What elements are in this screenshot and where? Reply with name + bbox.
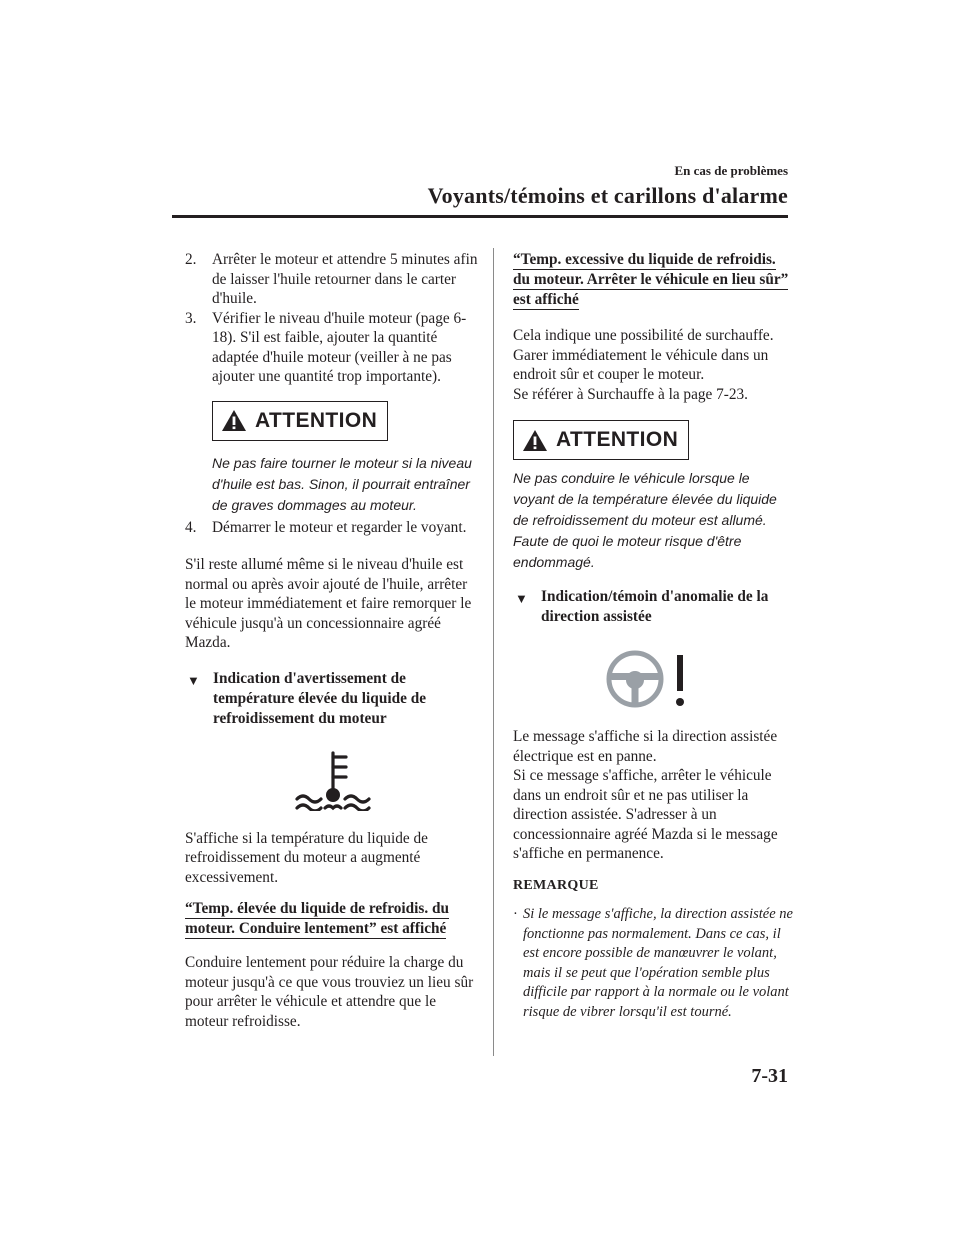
left-column	[185, 250, 481, 1031]
paragraph: Le message s'affiche si la direction assistée électrique est en panne.	[513, 728, 778, 765]
paragraph: Si ce message s'affiche, arrêter le véhicule dans un endroit sûr et ne pas utiliser la direction assistée. S'adresser à un concessionnaire agréé Mazda si le message s'affiche en permanence.	[513, 767, 778, 862]
coolant-temperature-icon	[291, 749, 375, 811]
step-4	[185, 518, 481, 538]
message-heading	[185, 899, 481, 939]
attention-banner	[212, 401, 388, 441]
note-label: REMARQUE	[513, 877, 599, 893]
attention-box	[513, 420, 793, 573]
step-number: 4.	[185, 518, 197, 536]
right-column	[513, 250, 793, 1022]
header-section: En cas de problèmes	[674, 163, 788, 178]
paragraph: Conduire lentement pour réduire la charge du moteur jusqu'à ce que vous trouviez un lieu sûr pour arrêter le véhicule et attendre que le moteur refroidisse.	[185, 954, 474, 1030]
section-heading-text: Indication/témoin d'anomalie de la direction assistée	[541, 588, 769, 625]
page-title: Voyants/témoins et carillons d'alarme	[427, 183, 788, 208]
header-rule	[172, 215, 788, 218]
steering-wheel-warning-icon	[605, 649, 701, 711]
triangle-bullet-icon: ▼	[187, 672, 200, 688]
message-heading-text: “Temp. élevée du liquide de refroidis. du moteur. Conduire lentement” est affiché	[185, 900, 450, 937]
step-text: Arrêter le moteur et attendre 5 minutes afin de laisser l'huile retourner dans le carter d'huile.	[212, 251, 478, 307]
attention-label: ATTENTION	[556, 428, 679, 452]
bullet-dot-icon: ·	[513, 906, 518, 922]
note-text: Si le message s'affiche, la direction assistée ne fonctionne pas normalement. Dans ce cas, il est encore possible de manœuvrer le volant, mais il se peut que l'opération semble plus difficile par rapport à la normale ou le volant risque de vibrer lorsqu'il est tourné.	[523, 906, 793, 1020]
warning-triangle-icon	[221, 409, 247, 432]
step-2	[185, 250, 481, 309]
coolant-icon-wrap	[185, 749, 481, 811]
attention-text: Ne pas conduire le véhicule lorsque le voyant de la température élevée du liquide de refroidissement du moteur est allumé. Faute de quoi le moteur risque d'être endommagé.	[513, 470, 777, 570]
triangle-bullet-icon: ▼	[515, 591, 528, 606]
column-divider	[493, 248, 494, 1056]
message-heading	[513, 250, 793, 310]
paragraph: Se référer à Surchauffe à la page 7-23.	[513, 385, 748, 403]
steering-icon-wrap	[513, 649, 793, 711]
message-heading-text: “Temp. excessive du liquide de refroidis. du moteur. Arrêter le véhicule en lieu sûr” est affiché	[513, 251, 789, 308]
paragraph: S'affiche si la température du liquide de refroidissement du moteur a augmenté excessivement.	[185, 829, 428, 886]
attention-banner	[513, 420, 689, 460]
step-number: 2.	[185, 251, 197, 268]
step-text: Vérifier le niveau d'huile moteur (page 6-18). S'il est faible, ajouter la quantité adaptée d'huile moteur (veiller à ne pas ajouter une quantité trop importante).	[212, 309, 467, 385]
section-heading	[513, 587, 793, 627]
note-item	[513, 905, 793, 1022]
step-number: 3.	[185, 309, 197, 327]
paragraph: S'il reste allumé même si le niveau d'huile est normal ou après avoir ajouté de l'huile, arrêter le moteur immédiatement et faire remorquer le véhicule jusqu'à un concessionnaire agréé Mazda.	[185, 556, 472, 651]
section-heading	[185, 669, 481, 729]
attention-box	[185, 401, 481, 516]
page-number: 7-31	[751, 1065, 788, 1087]
attention-label: ATTENTION	[255, 408, 378, 432]
step-text: Démarrer le moteur et regarder le voyant.	[212, 518, 467, 536]
attention-text: Ne pas faire tourner le moteur si la niveau d'huile est bas. Sinon, il pourrait entraîner de graves dommages au moteur.	[212, 454, 472, 513]
warning-triangle-icon	[522, 429, 548, 452]
step-3	[185, 309, 481, 387]
section-heading-text: Indication d'avertissement de température élevée du liquide de refroidissement du moteur	[213, 669, 426, 727]
paragraph: Cela indique une possibilité de surchauffe. Garer immédiatement le véhicule dans un endroit sûr et couper le moteur.	[513, 327, 774, 383]
